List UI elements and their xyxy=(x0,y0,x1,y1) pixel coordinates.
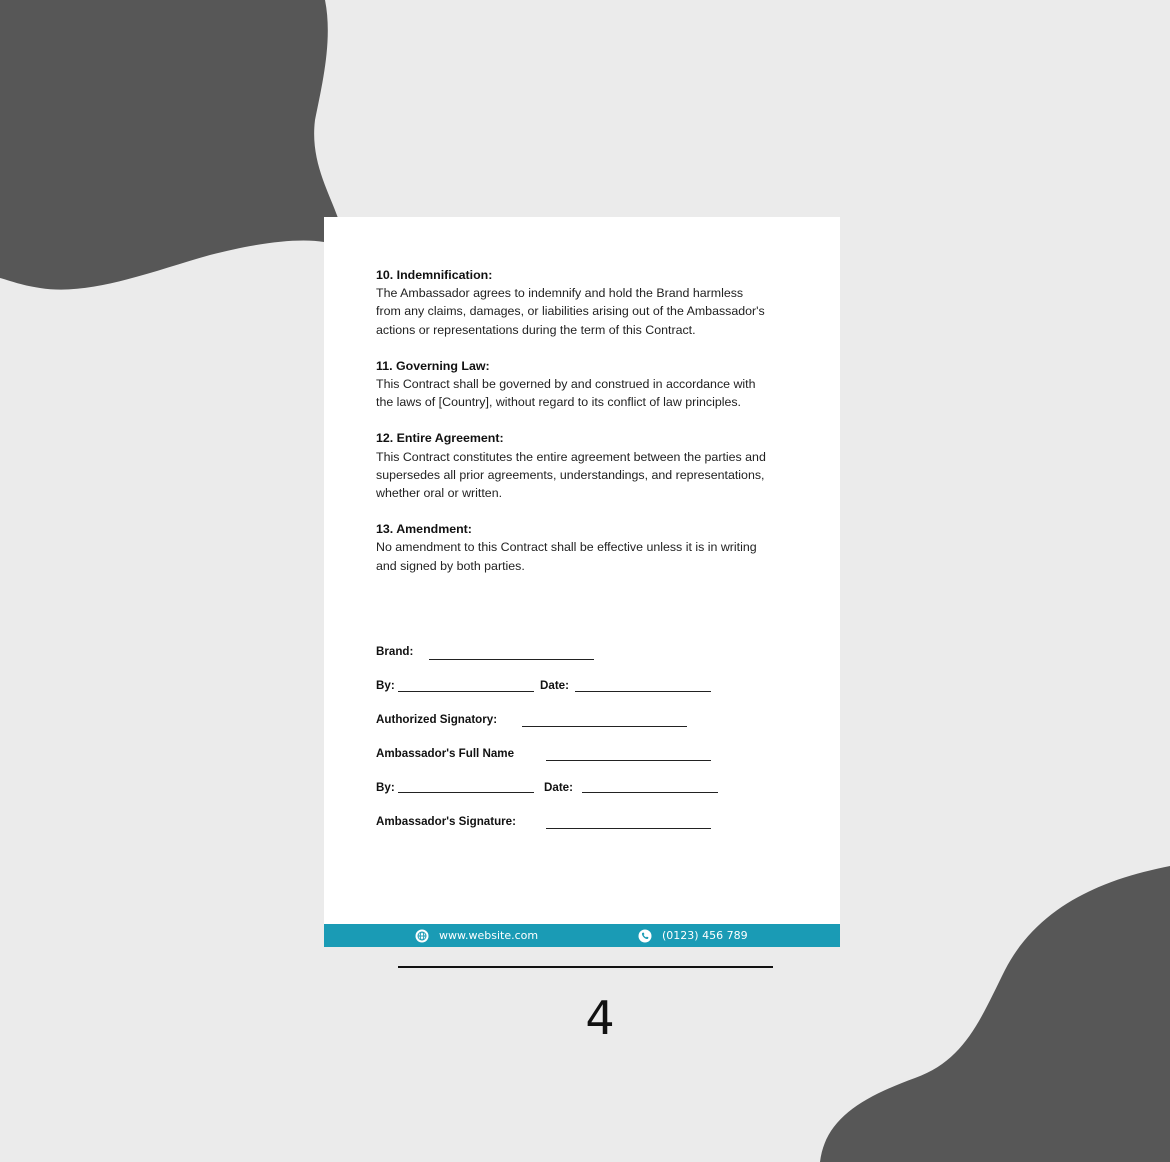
authorized-signatory-line[interactable] xyxy=(522,726,687,727)
ambassador-signature-line[interactable] xyxy=(546,828,711,829)
section-line: This Contract shall be governed by and construed in accordance with xyxy=(376,377,756,392)
section-title: 13. Amendment: xyxy=(376,522,472,537)
phone-icon xyxy=(638,929,652,943)
section-amendment xyxy=(376,520,796,575)
contract-sections xyxy=(376,266,796,593)
section-line: supersedes all prior agreements, understandings, and representations, xyxy=(376,467,765,482)
section-line: actions or representations during the term of this Contract. xyxy=(376,322,696,337)
section-title: 10. Indemnification: xyxy=(376,268,493,282)
section-line: from any claims, damages, or liabilities arising out of the Ambassador's xyxy=(376,304,765,319)
section-line: the laws of [Country], without regard to its conflict of law principles. xyxy=(376,395,741,410)
document-page xyxy=(324,217,840,947)
bottom-right-blob xyxy=(820,866,1170,1162)
section-line: No amendment to this Contract shall be effective unless it is in writing xyxy=(376,540,757,555)
phone-text: (0123) 456 789 xyxy=(662,929,748,942)
website-item[interactable] xyxy=(415,924,538,947)
date-label: Date: xyxy=(544,781,573,794)
page-number: 4 xyxy=(585,991,615,1045)
brand-date-line[interactable] xyxy=(575,691,711,692)
section-governing-law xyxy=(376,357,796,412)
footer-bar xyxy=(324,924,840,947)
brand-signature-line[interactable] xyxy=(429,659,594,660)
section-line: This Contract constitutes the entire agreement between the parties and xyxy=(376,449,766,464)
globe-icon xyxy=(415,929,429,943)
section-line: whether oral or written. xyxy=(376,486,503,501)
ambassador-by-line[interactable] xyxy=(398,792,534,793)
ambassador-name-label: Ambassador's Full Name xyxy=(376,747,515,760)
by-label: By: xyxy=(376,679,395,692)
section-title: 11. Governing Law: xyxy=(376,358,490,373)
ambassador-date-line[interactable] xyxy=(582,792,718,793)
brand-by-line[interactable] xyxy=(398,691,534,692)
website-text: www.website.com xyxy=(439,929,539,942)
section-line: and signed by both parties. xyxy=(376,558,525,573)
date-label: Date: xyxy=(540,679,569,692)
brand-label: Brand: xyxy=(376,645,414,658)
page-number-rule xyxy=(398,966,773,968)
section-line: The Ambassador agrees to indemnify and hold the Brand harmless xyxy=(376,286,744,301)
ambassador-signature-label: Ambassador's Signature: xyxy=(376,815,516,828)
ambassador-name-line[interactable] xyxy=(546,760,711,761)
top-left-blob xyxy=(0,0,338,290)
section-entire-agreement xyxy=(376,429,796,502)
authorized-signatory-label: Authorized Signatory: xyxy=(376,713,498,726)
section-indemnification xyxy=(376,266,796,339)
section-title: 12. Entire Agreement: xyxy=(376,431,504,446)
by-label: By: xyxy=(376,781,395,794)
phone-item[interactable] xyxy=(638,924,748,947)
